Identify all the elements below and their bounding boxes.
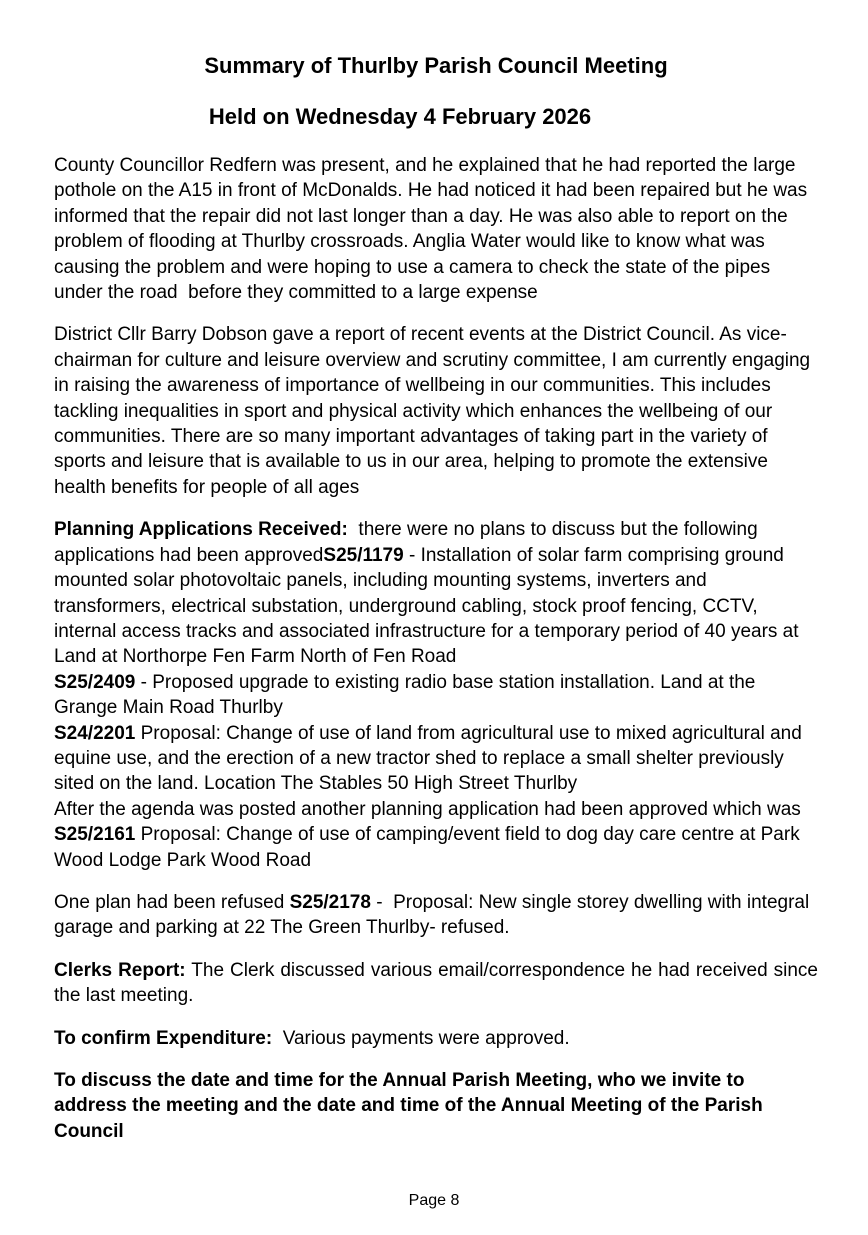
text-run: - Installation of solar farm comprising ground mounted solar photovoltaic panels, including mounting systems, inverters and transformers, electrical substation, underground cabling, stock proof fencing, CCTV, internal access tracks and associated infrastructure for a temporary period of 40 years at Land at Northorpe Fen Farm North of Fen Road: [54, 544, 804, 668]
planning-ref-s25-2161: S25/2161: [54, 824, 136, 846]
planning-ref-s25-2178: S25/2178: [289, 891, 371, 913]
paragraph-confirm-expenditure: [54, 1026, 818, 1051]
text-run: - Proposed upgrade to existing radio base station installation. Land at the Grange Main Road Thurlby: [54, 671, 761, 719]
section-heading-expenditure: To confirm Expenditure:: [54, 1027, 273, 1049]
text-run: After the agenda was posted another planning application had been approved which was: [54, 798, 807, 820]
paragraph-refused-plan: [54, 890, 818, 941]
planning-ref-s24-2201: S24/2201: [54, 722, 136, 744]
planning-ref-s25-1179: S25/1179: [323, 544, 404, 566]
section-heading-annual-meeting: To discuss the date and time for the Annual Parish Meeting, who we invite to address the meeting and the date and time of the Annual Meeting of the Parish Council: [54, 1070, 769, 1142]
text-run: One plan had been refused: [54, 891, 290, 913]
paragraph-clerks-report: [54, 958, 824, 1009]
text-run: Proposal: Change of use of camping/event field to dog day care centre at Park Wood Lodge Park Wood Road: [54, 824, 805, 871]
page-number: Page 8: [408, 1192, 460, 1209]
text-run: there were no plans to discuss but the following applications had been approved: [54, 519, 763, 566]
paragraph-annual-parish-meeting: [54, 1068, 818, 1144]
text-run: The Clerk discussed various email/correspondence he had received since the last meeting.: [54, 959, 824, 1007]
paragraph-planning-applications: [54, 517, 818, 873]
text-run: - Proposal: New single storey dwelling with integral garage and parking at 22 The Green Thurlby- refused.: [54, 891, 815, 939]
document-subtitle: Held on Wednesday 4 February 2026: [208, 104, 592, 129]
paragraph-county-councillor-report: [54, 153, 818, 305]
text-run: Various payments were approved.: [272, 1027, 570, 1049]
text-run: Proposal: Change of use of land from agricultural use to mixed agricultural and equine use, and the erection of a new tractor shed to replace a small shelter previously sited on the land. Location The Stables 50 High Street Thurlby: [54, 722, 808, 795]
section-heading-planning-applications: Planning Applications Received:: [54, 519, 348, 541]
text-run: District Cllr Barry Dobson gave a report of recent events at the District Council. As vice-chairman for culture and leisure overview and scrutiny committee, I am currently engaging in raising the awareness of importance of wellbeing in our communities. This includes tackling inequalities in sport and physical activity which enhances the wellbeing of our communities. There are so many important advantages of taking part in the variety of sports and leisure that is available to us in our area, helping to promote the extensive health benefits for people of all ages: [54, 324, 816, 498]
text-run: County Councillor Redfern was present, and he explained that he had reported the large pothole on the A15 in front of McDonalds. He had noticed it had been repaired but he was informed that the repair did not last longer than a day. He was also able to report on the problem of flooding at Thurlby crossroads. Anglia Water would like to know what was causing the problem and were hoping to use a camera to check the state of the pipes under the road before they committed to a large expense: [54, 155, 813, 304]
document-title: Summary of Thurlby Parish Council Meeting: [204, 53, 668, 78]
planning-ref-s25-2409: S25/2409: [54, 671, 136, 693]
paragraph-district-councillor-report: [54, 322, 818, 500]
section-heading-clerks-report: Clerks Report:: [54, 959, 186, 981]
